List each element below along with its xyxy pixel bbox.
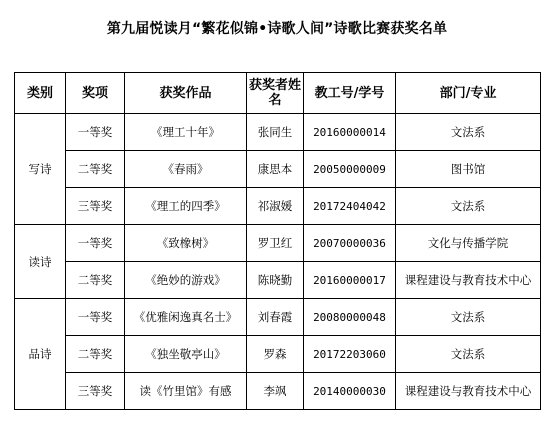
department-cell: 文法系 (396, 188, 541, 225)
winner-cell: 祁淑媛 (247, 188, 304, 225)
id-number-cell: 20160000017 (304, 262, 396, 299)
department-cell: 课程建设与教育技术中心 (396, 373, 541, 410)
winner-cell: 李飒 (247, 373, 304, 410)
work-cell: 《独坐敬亭山》 (125, 336, 247, 373)
work-cell: 《绝妙的游戏》 (125, 262, 247, 299)
work-cell: 《致橡树》 (125, 225, 247, 262)
page-title: 第九届悦读月“繁花似锦•诗歌人间”诗歌比赛获奖名单 (106, 21, 448, 37)
table-row (15, 299, 541, 336)
department-cell: 文化与传播学院 (396, 225, 541, 262)
award-cell: 二等奖 (66, 262, 125, 299)
id-number-cell: 20050000009 (304, 151, 396, 188)
header-category: 类别 (15, 73, 66, 114)
award-cell: 三等奖 (66, 188, 125, 225)
winner-cell: 张同生 (247, 114, 304, 151)
header-award: 奖项 (66, 73, 125, 114)
table-row (15, 225, 541, 262)
table-row (15, 336, 541, 373)
table-row (15, 262, 541, 299)
header-work: 获奖作品 (125, 73, 247, 114)
department-cell: 文法系 (396, 336, 541, 373)
category-cell: 品诗 (15, 299, 66, 410)
id-number-cell: 20172203060 (304, 336, 396, 373)
winner-cell: 刘春霞 (247, 299, 304, 336)
id-number-cell: 20140000030 (304, 373, 396, 410)
id-number-cell: 20080000048 (304, 299, 396, 336)
department-cell: 文法系 (396, 114, 541, 151)
header-winner: 获奖者姓名 (247, 73, 304, 114)
table-row (15, 114, 541, 151)
winner-cell: 陈晓勤 (247, 262, 304, 299)
award-cell: 二等奖 (66, 336, 125, 373)
work-cell: 读《竹里馆》有感 (125, 373, 247, 410)
category-cell: 写诗 (15, 114, 66, 225)
winner-cell: 罗卫红 (247, 225, 304, 262)
work-cell: 《理工十年》 (125, 114, 247, 151)
department-cell: 图书馆 (396, 151, 541, 188)
header-department: 部门/专业 (396, 73, 541, 114)
work-cell: 《优雅闲逸真名士》 (125, 299, 247, 336)
department-cell: 文法系 (396, 299, 541, 336)
winner-cell: 罗森 (247, 336, 304, 373)
award-cell: 一等奖 (66, 225, 125, 262)
id-number-cell: 20172404042 (304, 188, 396, 225)
award-cell: 二等奖 (66, 151, 125, 188)
table-row (15, 188, 541, 225)
award-cell: 一等奖 (66, 114, 125, 151)
award-cell: 一等奖 (66, 299, 125, 336)
work-cell: 《春雨》 (125, 151, 247, 188)
winner-cell: 康思本 (247, 151, 304, 188)
header-row (15, 73, 541, 114)
id-number-cell: 20160000014 (304, 114, 396, 151)
award-cell: 三等奖 (66, 373, 125, 410)
id-number-cell: 20070000036 (304, 225, 396, 262)
category-cell: 读诗 (15, 225, 66, 299)
header-id-number: 教工号/学号 (304, 73, 396, 114)
award-table (14, 72, 541, 410)
table-row (15, 151, 541, 188)
work-cell: 《理工的四季》 (125, 188, 247, 225)
table-row (15, 373, 541, 410)
department-cell: 课程建设与教育技术中心 (396, 262, 541, 299)
